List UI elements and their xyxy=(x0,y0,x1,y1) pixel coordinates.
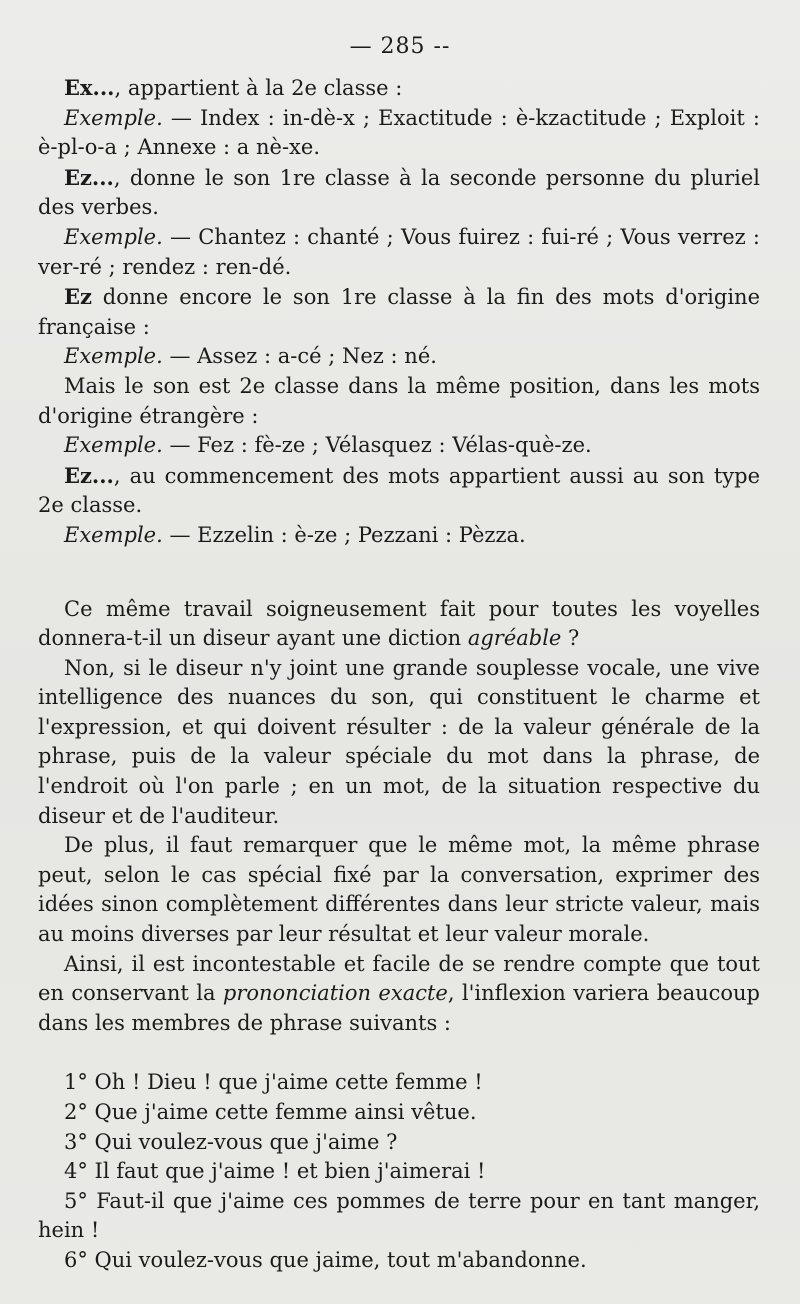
list-item: 1° Oh ! Dieu ! que j'aime cette femme ! xyxy=(64,1070,483,1095)
body-text: Ce même travail soigneusement fait pour toutes les voyelles donnera-t-il un diseur ayant une diction xyxy=(38,596,760,651)
example-text: — Fez : fè-ze ; Vélasquez : Vélas-què-ze. xyxy=(162,433,592,458)
paragraph-ez-3 xyxy=(38,372,760,431)
paragraph-ez-1 xyxy=(38,163,760,223)
example-text: — Assez : a-cé ; Nez : né. xyxy=(162,344,437,369)
example-label: Exemple. xyxy=(64,105,163,130)
example-text: — Ezzelin : è-ze ; Pezzani : Pèzza. xyxy=(162,522,526,547)
page-text xyxy=(38,73,760,1276)
example-text: — Index : in-dè-x ; Exactitude : è-kzactitude ; Exploit : è-pl-o-a ; Annexe : a nè-xe. xyxy=(38,105,760,160)
body-text: Ainsi, il est incontestable et facile de se rendre compte que tout en conservant la xyxy=(38,951,760,1006)
term-ez-desc: donne encore le son 1re classe à la fin des mots d'origine française : xyxy=(38,285,760,339)
paragraph-text: Mais le son est 2e classe dans la même position, dans les mots d'origine étrangère : xyxy=(38,373,760,428)
paragraph-ex xyxy=(38,73,760,104)
example-ez-3 xyxy=(38,431,760,461)
term-ez: Ez xyxy=(64,284,92,310)
example-ez-4 xyxy=(38,521,760,551)
body-paragraph-1 xyxy=(38,595,760,654)
emphasis: prononciation exacte xyxy=(222,981,448,1006)
list-item: 4° Il faut que j'aime ! et bien j'aimerai ! xyxy=(64,1159,486,1184)
list-item: 5° Faut-il que j'aime ces pommes de terre pour en tant manger, hein ! xyxy=(38,1188,760,1243)
example-list xyxy=(38,1068,760,1275)
paragraph-ez-2 xyxy=(38,282,760,342)
example-ez-1 xyxy=(38,223,760,282)
list-item: 2° Que j'aime cette femme ainsi vêtue. xyxy=(64,1100,477,1124)
term-ex-desc: , appartient à la 2e classe : xyxy=(114,76,403,100)
example-ex xyxy=(38,104,760,163)
term-ex: Ex... xyxy=(64,75,115,100)
example-label: Exemple. xyxy=(64,344,163,369)
term-ez-desc: , au commencement des mots appartient aussi au son type 2e classe. xyxy=(38,463,760,518)
page-number: — 285 -- xyxy=(349,34,451,59)
list-item: 6° Qui voulez-vous que jaime, tout m'abandonne. xyxy=(64,1247,587,1272)
body-paragraph-4 xyxy=(38,950,760,1039)
example-label: Exemple. xyxy=(64,433,163,458)
example-ez-2 xyxy=(38,342,760,372)
body-text: , l'inflexion variera beaucoup dans les membres de phrase suivants : xyxy=(38,981,760,1035)
emphasis: agréable xyxy=(467,626,562,651)
example-label: Exemple. xyxy=(64,224,163,249)
paragraph-ez-4 xyxy=(38,461,760,521)
example-text: — Chantez : chanté ; Vous fuirez : fui-ré ; Vous verrez : ver-ré ; rendez : ren-dé. xyxy=(38,224,760,279)
term-ez: Ez... xyxy=(64,164,114,190)
body-paragraph-2: Non, si le diseur n'y joint une grande souplesse vocale, une vive intelligence des nuances du son, qui constituent le charme et l'expression, et qui doivent résulter : de la valeur générale de la phrase, puis de la valeur spéciale du mot dans la phrase, de l'endroit où l'on parle ; en un mot, de la situation respective du diseur et de l'auditeur. xyxy=(38,655,760,828)
list-item: 3° Qui voulez-vous que j'aime ? xyxy=(64,1129,398,1154)
example-label: Exemple. xyxy=(64,522,163,547)
section-gap xyxy=(38,551,760,595)
list-gap xyxy=(38,1038,760,1068)
body-paragraph-3: De plus, il faut remarquer que le même mot, la même phrase peut, selon le cas spécial fixé par la conversation, exprimer des idées sinon complètement différentes dans leur stricte valeur, mais au moins diverses par leur résultat et leur valeur morale. xyxy=(38,833,760,947)
term-ez-desc: , donne le son 1re classe à la seconde personne du pluriel des verbes. xyxy=(38,165,760,220)
term-ez: Ez... xyxy=(64,462,114,488)
body-text: ? xyxy=(561,626,580,651)
